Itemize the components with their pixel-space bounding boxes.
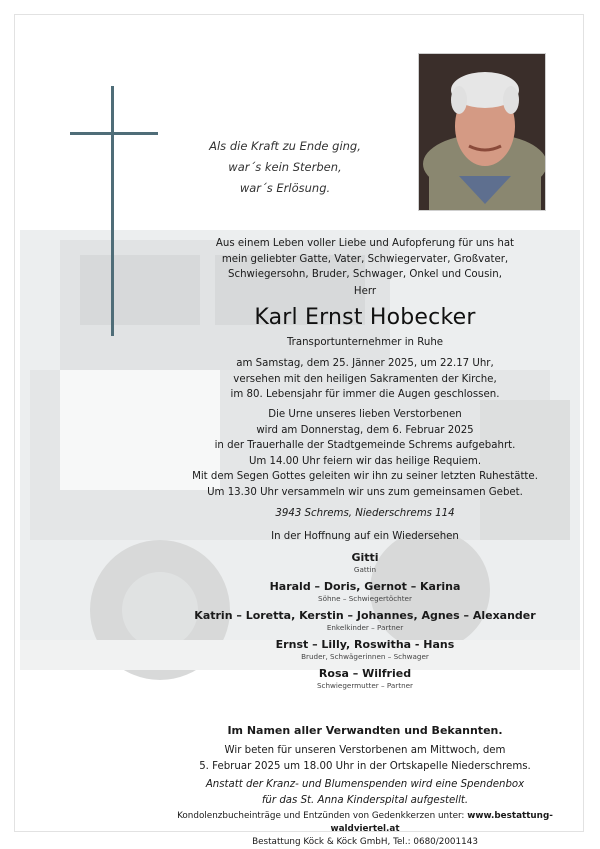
donation-line: für das St. Anna Kinderspital aufgestellt. (261, 794, 469, 806)
family-names: Ernst – Lilly, Roswitha - Hans (275, 638, 455, 651)
deceased-portrait-photo (418, 53, 546, 211)
family-role: Bruder, Schwägerinnen – Schwager (301, 652, 429, 661)
funeral-line: wird am Donnerstag, dem 6. Februar 2025 (256, 424, 474, 436)
intro-line: Aus einem Leben voller Liebe und Aufopferung für uns hat (215, 238, 515, 249)
family-names: Katrin – Loretta, Kerstin – Johannes, Agnes – Alexander (194, 609, 536, 622)
family-names: Gitti (351, 551, 379, 564)
funeral-details (150, 407, 580, 500)
deceased-name: Karl Ernst Hobecker (254, 305, 476, 330)
intro-line: mein geliebter Gatte, Vater, Schwiegervater, Großvater, (221, 253, 509, 265)
death-line: am Samstag, dem 25. Jänner 2025, um 22.17 Uhr, (236, 358, 494, 369)
condolence-line (150, 810, 580, 836)
occupation: Transportunternehmer in Ruhe (286, 337, 444, 348)
funeral-home-link[interactable]: www.bestattung-waldviertel.at (330, 811, 553, 834)
family-role: Gattin (353, 565, 377, 574)
honorific: Herr (353, 286, 377, 297)
prayer-line: Wir beten für unseren Verstorbenen am Mittwoch, dem (224, 745, 506, 756)
intro-text (150, 236, 580, 283)
home-address: 3943 Schrems, Niederschrems 114 (275, 508, 455, 519)
funeral-line: Um 13.30 Uhr versammeln wir uns zum gemeinsamen Gebet. (207, 486, 523, 498)
family-names: Rosa – Wilfried (318, 667, 412, 680)
family-list (150, 550, 580, 691)
donation-line: Anstatt der Kranz- und Blumenspenden wird eine Spendenbox (205, 779, 525, 790)
donation-notice (150, 777, 580, 808)
intro-line: Schwiegersohn, Bruder, Schwager, Onkel und Cousin, (228, 269, 502, 280)
funeral-line: in der Trauerhalle der Stadtgemeinde Schrems aufgebahrt. (214, 440, 516, 451)
poem-line: war´s kein Sterben, (228, 160, 342, 174)
death-notice (150, 356, 580, 403)
family-group (150, 637, 580, 662)
family-role: Söhne – Schwiegertöchter (318, 594, 412, 603)
family-group (150, 608, 580, 633)
all-relatives-line: Im Namen aller Verwandten und Bekannten. (227, 724, 503, 737)
death-line: versehen mit den heiligen Sakramenten der Kirche, (233, 373, 497, 385)
family-names: Harald – Doris, Gernot – Karina (269, 580, 461, 593)
footer (150, 810, 580, 849)
funeral-line: Die Urne unseres lieben Verstorbenen (268, 409, 462, 420)
poem-line: Als die Kraft zu Ende ging, (209, 139, 361, 153)
family-group (150, 666, 580, 691)
family-group (150, 579, 580, 604)
memorial-poem (205, 136, 365, 199)
condolence-text: Kondolenzbucheinträge und Entzünden von Gedenkkerzen unter: (177, 811, 465, 821)
death-line: im 80. Lebensjahr für immer die Augen geschlossen. (230, 389, 500, 400)
prayer-notice (150, 743, 580, 774)
family-group (150, 550, 580, 575)
family-role: Enkelkinder – Partner (326, 623, 404, 632)
family-role: Schwiegermutter – Partner (316, 681, 414, 690)
funeral-line: Mit dem Segen Gottes geleiten wir ihn zu seiner letzten Ruhestätte. (192, 471, 538, 482)
hope-line: In der Hoffnung auf ein Wiedersehen (271, 531, 459, 542)
cross-symbol (70, 86, 158, 336)
funeral-home-contact: Bestattung Köck & Köck GmbH, Tel.: 0680/2001143 (252, 837, 478, 847)
poem-line: war´s Erlösung. (239, 181, 331, 195)
prayer-line: 5. Februar 2025 um 18.00 Uhr in der Ortskapelle Niederschrems. (199, 760, 531, 772)
funeral-line: Um 14.00 Uhr feiern wir das heilige Requiem. (248, 455, 482, 467)
